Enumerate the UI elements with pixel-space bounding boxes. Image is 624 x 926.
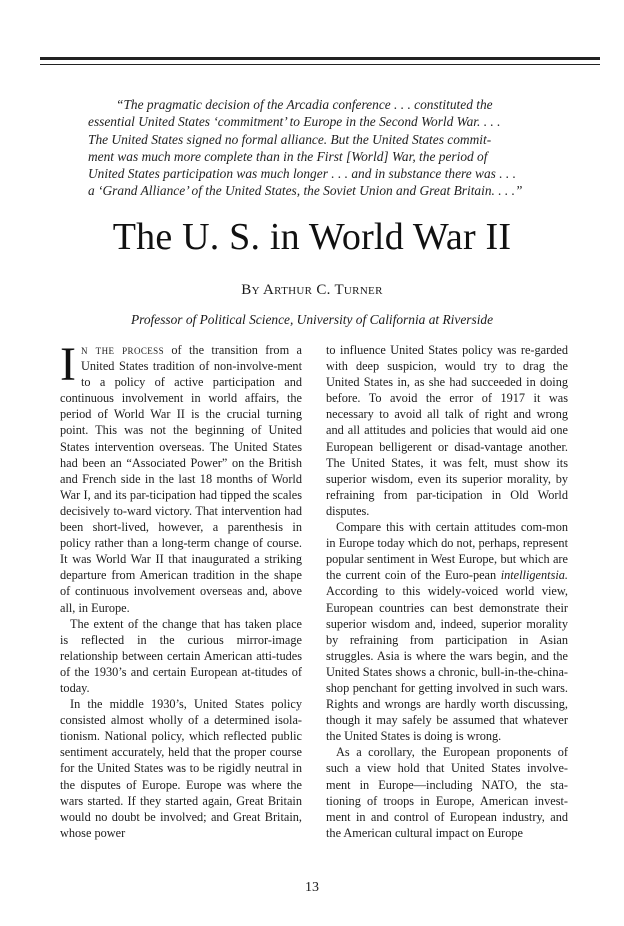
paragraph-text: Compare this with certain attitudes com-mon in Europe today which do not, perhaps, represent popular sentiment in West Europe, but which are the current coin of the Euro-pean — [326, 520, 568, 583]
body-paragraph: As a corollary, the European proponents of such a view hold that United States involve-ment in Europe—including NATO, the sta-tioning of troops in Europe, American invest-ment in and control of European industry, and the American cultural impact on Europe — [326, 745, 568, 840]
italic-term: intelligentsia. — [500, 568, 568, 583]
article-title: The U. S. in World War II — [112, 216, 512, 258]
top-rule-thin — [40, 64, 600, 65]
epigraph-line: a ‘Grand Alliance’ of the United States, the Soviet Union and Great Britain. . . .” — [88, 183, 523, 199]
body-paragraph: The extent of the change that has taken place is reflected in the curious mirror-image relationship between certain American atti-tudes of the 1930’s and certain European at-titudes of today. — [60, 616, 302, 695]
body-paragraph: In the middle 1930’s, United States policy consisted almost wholly of a determined isola-tionism. National policy, which reflected public sentiment accurately, held that the proper course for the United States was to be rigidly neutral in the disputes of Europe. Europe was where the wars started. If they started again, Great Britain would no doubt be involved; and Great Britain, whose power — [60, 697, 302, 840]
epigraph — [88, 96, 560, 200]
epigraph-line: “The pragmatic decision of the Arcadia conference . . . constituted the — [116, 97, 493, 112]
top-rule-thick — [40, 57, 600, 60]
right-column — [326, 342, 568, 841]
body-paragraph: to influence United States policy was re-garded with deep suspicion, would try to drag the United States in, as she had succeeded in doing before. To avoid the error of 1917 it was necessary to avoid all talk of right and wrong and all attitudes and policies that would aid one European belligerent or disad-vantage another. The United States, it was felt, must show its superior wisdom, even its superior morality, by refraining from par-ticipation in Old World disputes. — [326, 343, 568, 518]
epigraph-line: essential United States ‘commitment’ to Europe in the Second World War. . . . — [88, 114, 501, 130]
page-number: 13 — [305, 880, 319, 895]
lead-smallcaps: n the process — [80, 343, 164, 357]
epigraph-line: United States participation was much longer . . . and in substance there was . . . — [88, 166, 516, 182]
epigraph-line: ment was much more complete than in the First [World] War, the period of — [88, 148, 488, 164]
author-affiliation: Professor of Political Science, University of California at Riverside — [130, 312, 494, 327]
drop-cap: I — [60, 338, 76, 391]
body-paragraph — [60, 338, 302, 616]
paragraph-text: According to this widely-voiced world view, European countries can best demonstrate their superior wisdom and, indeed, superior morality by refraining from participation in Asian struggles. Asia is where the wars begin, and the United States shows a chronic, bull-in-the-china-shop penchant for getting involved in such wars. Rights and wrongs are hardly worth discussing, though it may safely be assumed that whatever the United States is doing is wrong. — [326, 584, 568, 744]
left-column — [60, 338, 302, 841]
body-paragraph — [326, 519, 568, 744]
epigraph-line: The United States signed no formal alliance. But the United States commit- — [88, 131, 492, 147]
article-byline: By Arthur C. Turner — [241, 282, 383, 298]
paragraph-text: of the transition from a United States tradition of non-involve-ment to a policy of active participation and continuous involvement in world affairs, the period of World War II is the crucial turning point. This was not the beginning of United States intervention overseas. The United States had been an “Associated Power” on the British and French side in the last 18 months of World War I, and its par-ticipation had tipped the scales decisively to-ward victory. That intervention had been short-lived, however, a parenthesis in policy rather than a long-term change of course. It was World War II that inaugurated a striking departure from American tradition in the shape of continuous involvement overseas and, above all, in Europe. — [60, 343, 302, 615]
